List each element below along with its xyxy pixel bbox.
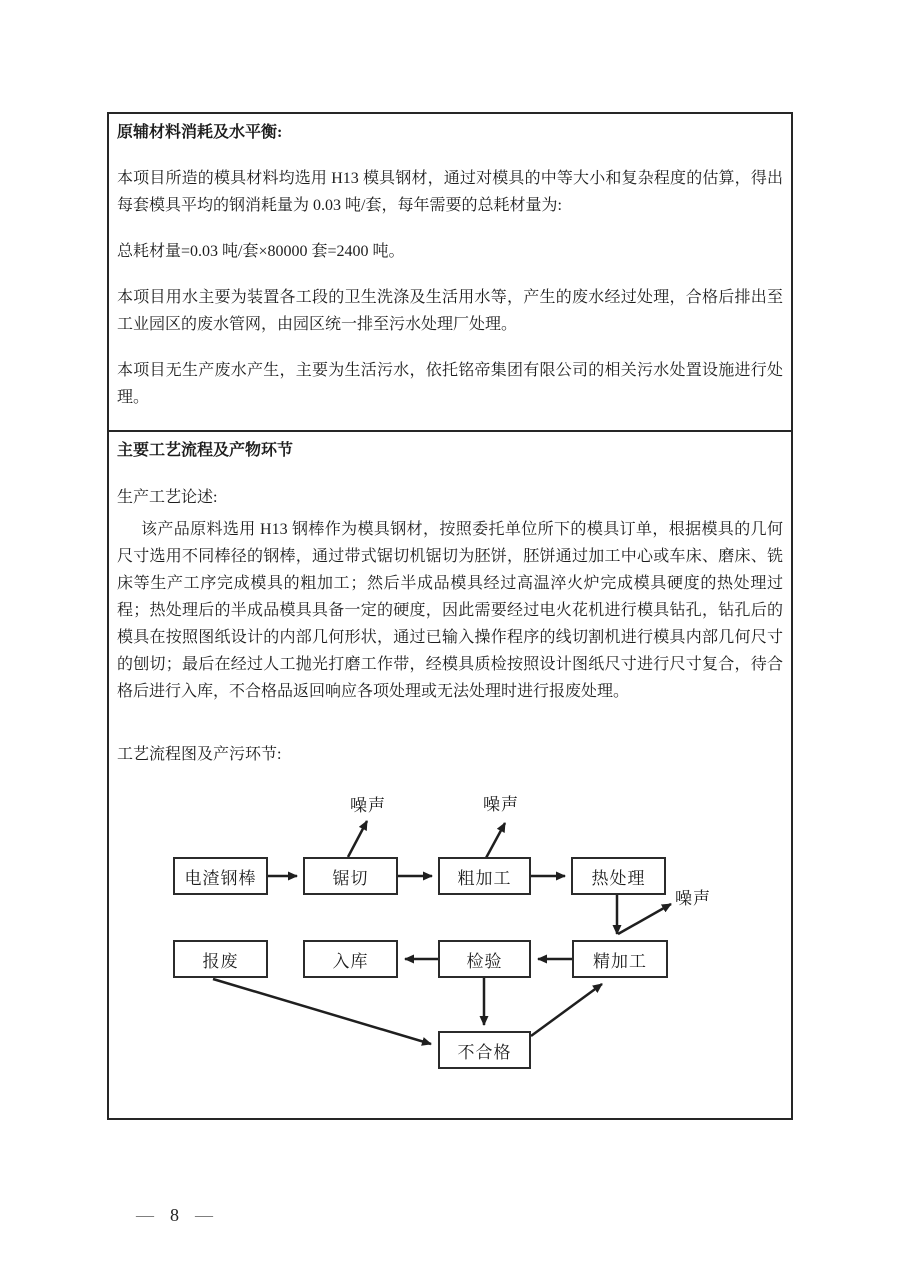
form-table bbox=[107, 112, 793, 1120]
page-footer bbox=[136, 1202, 213, 1228]
noise-label-sawing: 噪声 bbox=[350, 796, 386, 815]
process-description-label: 生产工艺论述: bbox=[117, 489, 218, 506]
section-process-flow bbox=[109, 432, 791, 1118]
section-heading: 主要工艺流程及产物环节 bbox=[117, 442, 294, 459]
page-number: 8 bbox=[170, 1205, 179, 1225]
flow-diagram-label: 工艺流程图及产污环节: bbox=[117, 746, 282, 763]
flow-box-rough-machining: 粗加工 bbox=[438, 857, 531, 895]
footer-right-dash: — bbox=[195, 1205, 213, 1225]
flow-box-sawing: 锯切 bbox=[303, 857, 398, 895]
noise-label-rough-machining: 噪声 bbox=[483, 795, 519, 814]
flow-box-electroslag-steel-bar: 电渣钢棒 bbox=[173, 857, 268, 895]
paragraph-total-consumption-formula: 总耗材量=0.03 吨/套×80000 套=2400 吨。 bbox=[117, 243, 405, 260]
paragraph-process-description: 该产品原料选用 H13 钢棒作为模具钢材，按照委托单位所下的模具订单，根据模具的几何尺寸选用不同棒径的钢棒，通过带式锯切机锯切为胚饼，胚饼通过加工中心或车床、磨床、铣床等生产工序完成模具的粗加工；然后半成品模具经过高温淬火炉完成模具硬度的热处理过程；热处理后的半成品模具具备一定的硬度，因此需要经过电火花机进行模具钻孔，钻孔后的模具在按照图纸设计的内部几何形状，通过已输入操作程序的线切割机进行模具内部几何尺寸的刨切；最后在经过人工抛光打磨工作带，经模具质检按照设计图纸尺寸进行尺寸复合，待合格后进行入库，不合格品返回响应各项处理或无法处理时进行报废处理。 bbox=[117, 521, 783, 700]
flow-box-warehousing: 入库 bbox=[303, 940, 398, 978]
process-flowchart bbox=[117, 778, 783, 1080]
flow-box-inspection: 检验 bbox=[438, 940, 531, 978]
paragraph-material-consumption: 本项目所造的模具材料均选用 H13 模具钢材，通过对模具的中等大小和复杂程度的估算，得出每套模具平均的钢消耗量为 0.03 吨/套，每年需要的总耗材量为: bbox=[117, 170, 783, 214]
flow-box-unqualified: 不合格 bbox=[438, 1031, 531, 1069]
footer-left-dash: — bbox=[136, 1205, 154, 1225]
section-materials-water-balance bbox=[109, 114, 791, 432]
paragraph-water-use: 本项目用水主要为装置各工段的卫生洗涤及生活用水等，产生的废水经过处理，合格后排出至工业园区的废水管网，由园区统一排至污水处理厂处理。 bbox=[117, 289, 783, 333]
flow-box-heat-treatment: 热处理 bbox=[571, 857, 666, 895]
noise-label-finish-machining: 噪声 bbox=[675, 889, 711, 908]
paragraph-wastewater: 本项目无生产废水产生，主要为生活污水，依托铭帝集团有限公司的相关污水处置设施进行处理。 bbox=[117, 362, 783, 406]
section-heading: 原辅材料消耗及水平衡: bbox=[117, 124, 283, 141]
flow-box-scrap: 报废 bbox=[173, 940, 268, 978]
flow-box-finish-machining: 精加工 bbox=[572, 940, 668, 978]
